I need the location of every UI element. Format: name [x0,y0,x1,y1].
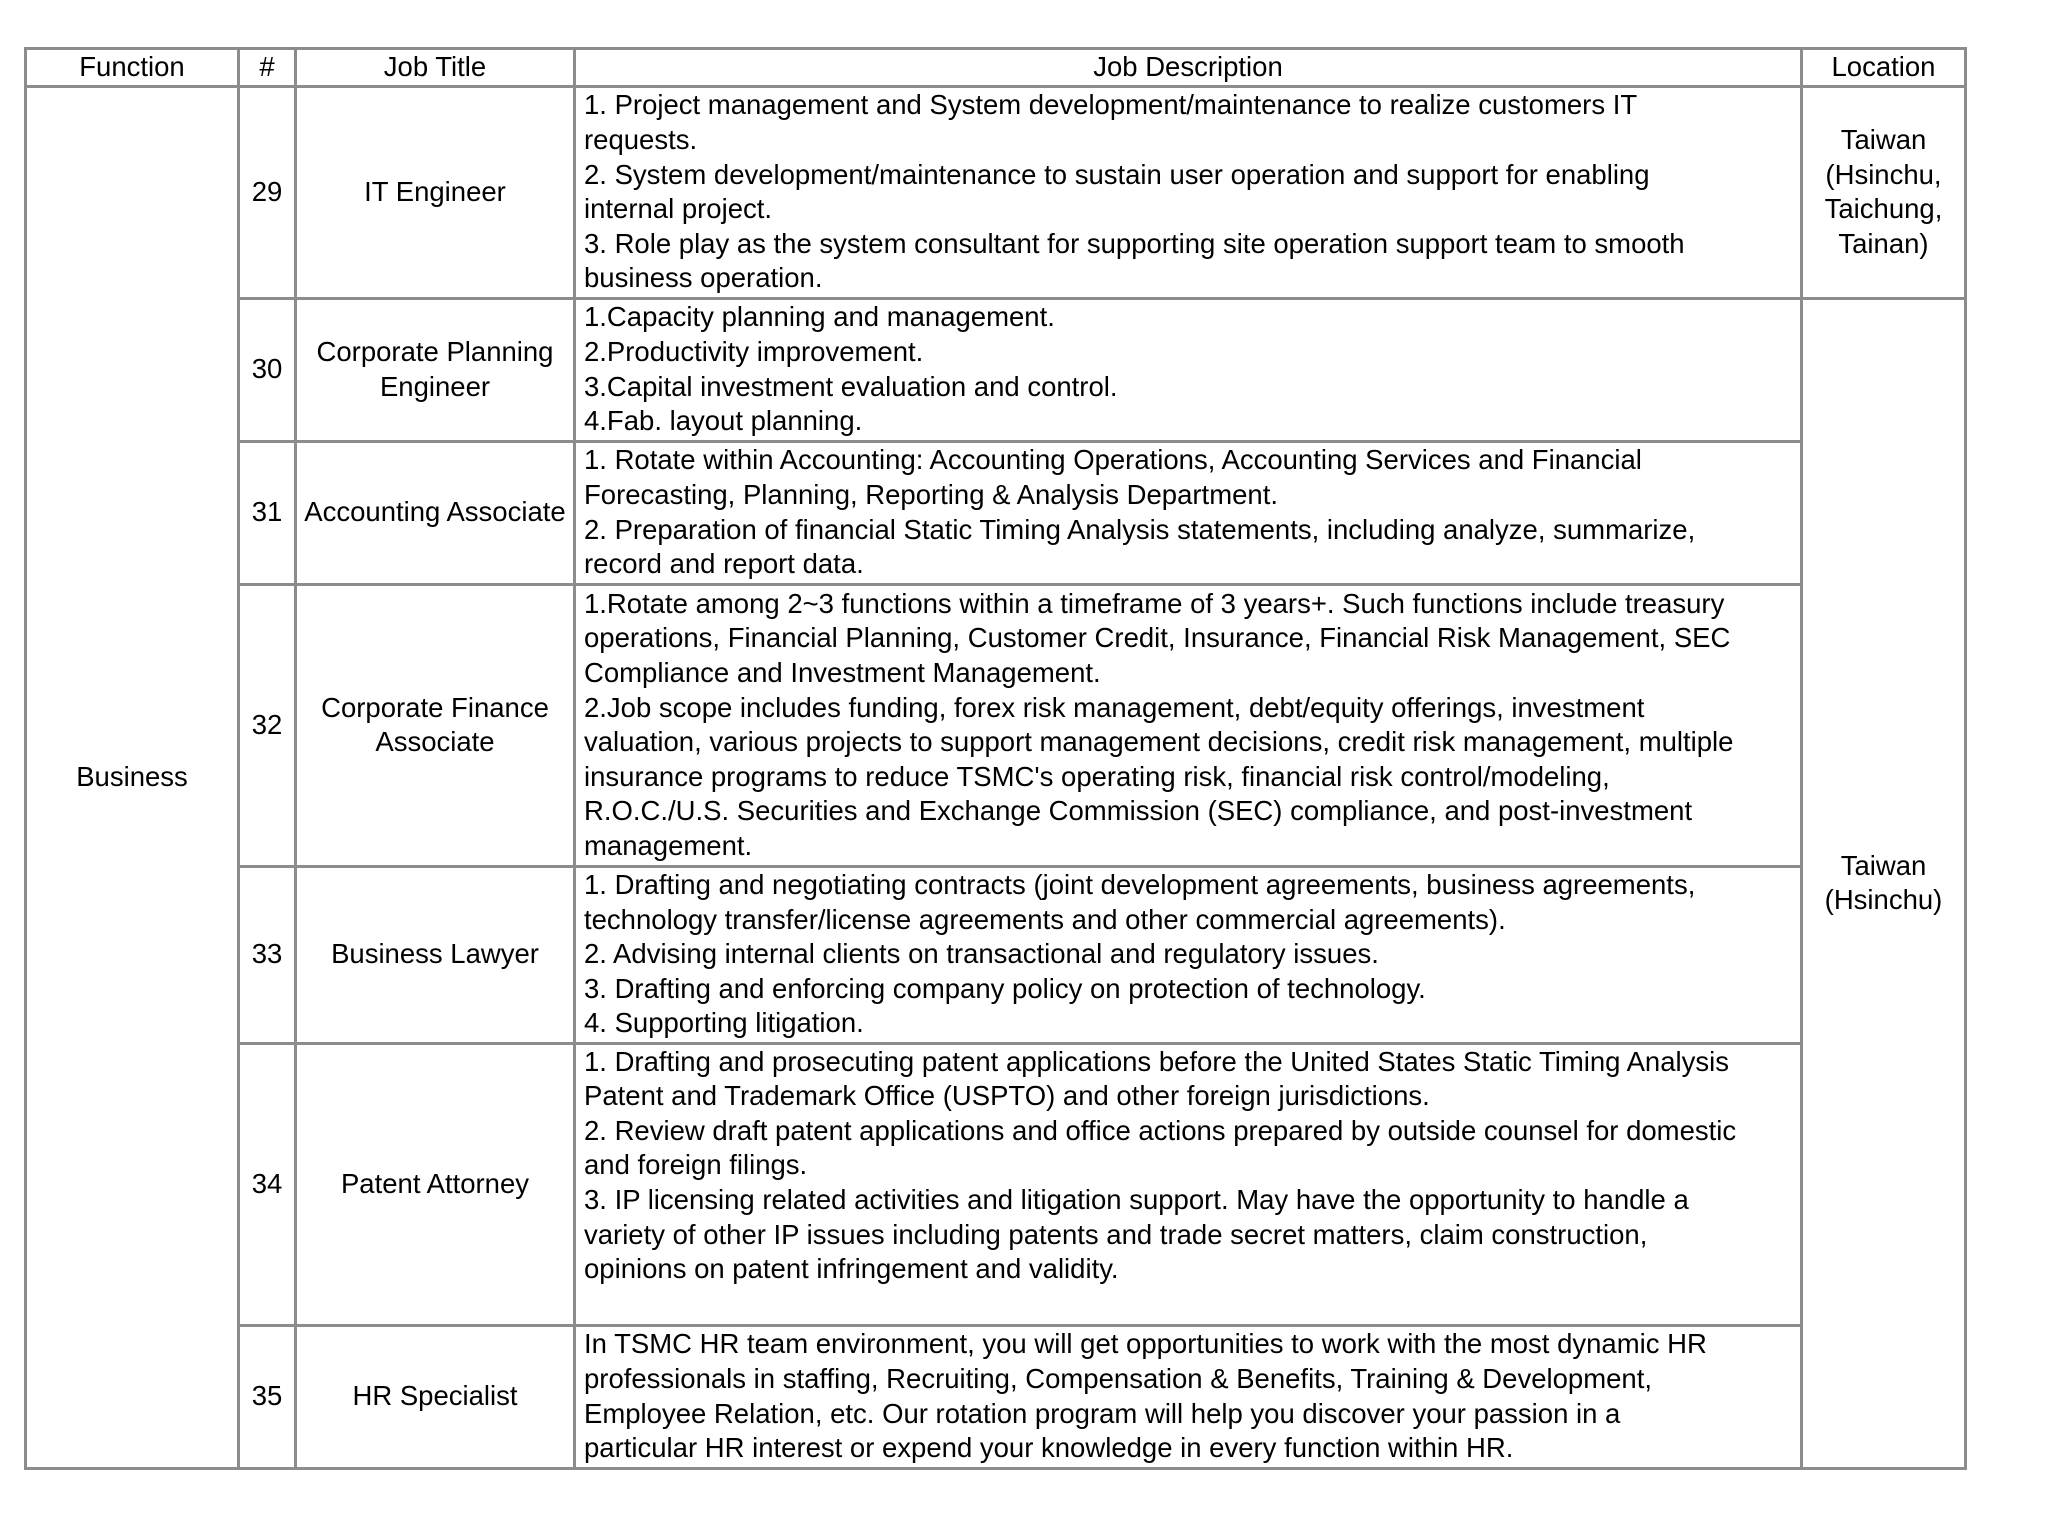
table-row [26,584,1966,866]
description-line: and foreign filings. [584,1149,808,1181]
job-title: Patent Attorney [296,1043,575,1325]
job-title: Business Lawyer [296,866,575,1043]
table-row [26,86,1966,298]
description-line: 1.Capacity planning and management. [584,301,1055,333]
location-cell [1802,86,1966,298]
header-function: Function [26,49,239,87]
description-line: Employee Relation, etc. Our rotation program will help you discover your passion in a [584,1397,1621,1429]
description-line: 4. Supporting litigation. [584,1007,864,1039]
table-row [26,1043,1966,1325]
description-line: opinions on patent infringement and validity. [584,1253,1119,1285]
location-line: (Hsinchu, [1825,158,1942,190]
job-description [575,866,1802,1043]
job-number: 31 [239,441,296,584]
job-description [575,1325,1802,1468]
description-line: variety of other IP issues including patents and trade secret matters, claim construction, [584,1218,1648,1250]
job-number: 33 [239,866,296,1043]
job-description [575,86,1802,298]
job-title: IT Engineer [296,86,575,298]
description-line: professionals in staffing, Recruiting, Compensation & Benefits, Training & Development, [584,1363,1652,1394]
description-line: Patent and Trademark Office (USPTO) and other foreign jurisdictions. [584,1080,1430,1112]
description-line: 3.Capital investment evaluation and control. [584,370,1118,402]
job-description [575,1043,1802,1325]
job-title: HR Specialist [296,1325,575,1468]
job-title: Corporate Finance Associate [296,584,575,866]
job-number: 29 [239,86,296,298]
description-line: particular HR interest or expend your knowledge in every function within HR. [584,1432,1514,1464]
description-line: internal project. [584,193,773,225]
description-line: 2.Productivity improvement. [584,336,924,367]
description-line: In TSMC HR team environment, you will get opportunities to work with the most dynamic HR [584,1328,1707,1360]
description-line: 2.Job scope includes funding, forex risk management, debt/equity offerings, investment [584,691,1645,723]
table-row [26,441,1966,584]
description-line: management. [584,829,753,861]
description-line: 3. Drafting and enforcing company policy on protection of technology. [584,972,1426,1004]
description-line: technology transfer/license agreements and other commercial agreements). [584,903,1506,935]
header-job-title: Job Title [296,49,575,87]
description-line: requests. [584,123,698,155]
table-header-row [26,49,1966,87]
job-title: Corporate Planning Engineer [296,298,575,441]
job-description [575,441,1802,584]
description-line: operations, Financial Planning, Customer Credit, Insurance, Financial Risk Management, SEC [584,622,1731,654]
description-line: 4.Fab. layout planning. [584,405,863,437]
description-line: 1.Rotate among 2~3 functions within a timeframe of 3 years+. Such functions include treasury [584,587,1725,619]
header-number: # [239,49,296,87]
description-line: 3. Role play as the system consultant for supporting site operation support team to smooth [584,227,1685,259]
description-line: 2. Advising internal clients on transactional and regulatory issues. [584,938,1379,970]
description-line: 1. Drafting and prosecuting patent applications before the United States Static Timing Analysis [584,1045,1729,1077]
description-line: 2. Preparation of financial Static Timing Analysis statements, including analyze, summarize, [584,513,1696,545]
job-number: 34 [239,1043,296,1325]
job-number: 30 [239,298,296,441]
description-line: 1. Drafting and negotiating contracts (joint development agreements, business agreements, [584,869,1696,901]
description-line: business operation. [584,262,823,294]
table-row [26,866,1966,1043]
job-title: Accounting Associate [296,441,575,584]
location-line: Taichung, [1824,193,1943,225]
location-line: Taiwan [1840,849,1927,881]
description-line: 1. Rotate within Accounting: Accounting Operations, Accounting Services and Financial [584,444,1642,476]
header-location: Location [1802,49,1966,87]
location-line: Tainan) [1838,227,1929,259]
job-description [575,298,1802,441]
job-description [575,584,1802,866]
table-row [26,1325,1966,1468]
job-table-sheet [24,47,1964,1470]
table-row [26,298,1966,441]
description-line: Compliance and Investment Management. [584,656,1101,688]
location-line: (Hsinchu) [1824,884,1943,916]
description-line: 3. IP licensing related activities and litigation support. May have the opportunity to handle a [584,1183,1689,1215]
description-line: valuation, various projects to support management decisions, credit risk management, multiple [584,726,1734,758]
header-job-description: Job Description [575,49,1802,87]
description-line: 2. System development/maintenance to sustain user operation and support for enabling [584,158,1650,190]
job-listing-table [24,47,1967,1470]
description-line: Forecasting, Planning, Reporting & Analysis Department. [584,479,1278,510]
description-line: insurance programs to reduce TSMC's operating risk, financial risk control/modeling, [584,760,1610,792]
job-number: 35 [239,1325,296,1468]
description-line: record and report data. [584,548,864,580]
description-line: 2. Review draft patent applications and office actions prepared by outside counsel for domestic [584,1114,1737,1146]
description-line: R.O.C./U.S. Securities and Exchange Commission (SEC) compliance, and post-investment [584,795,1693,827]
location-cell [1802,298,1966,1468]
function-business-cell: Business [26,86,239,1468]
location-line: Taiwan [1840,123,1927,155]
job-number: 32 [239,584,296,866]
description-line: 1. Project management and System development/maintenance to realize customers IT [584,89,1638,121]
